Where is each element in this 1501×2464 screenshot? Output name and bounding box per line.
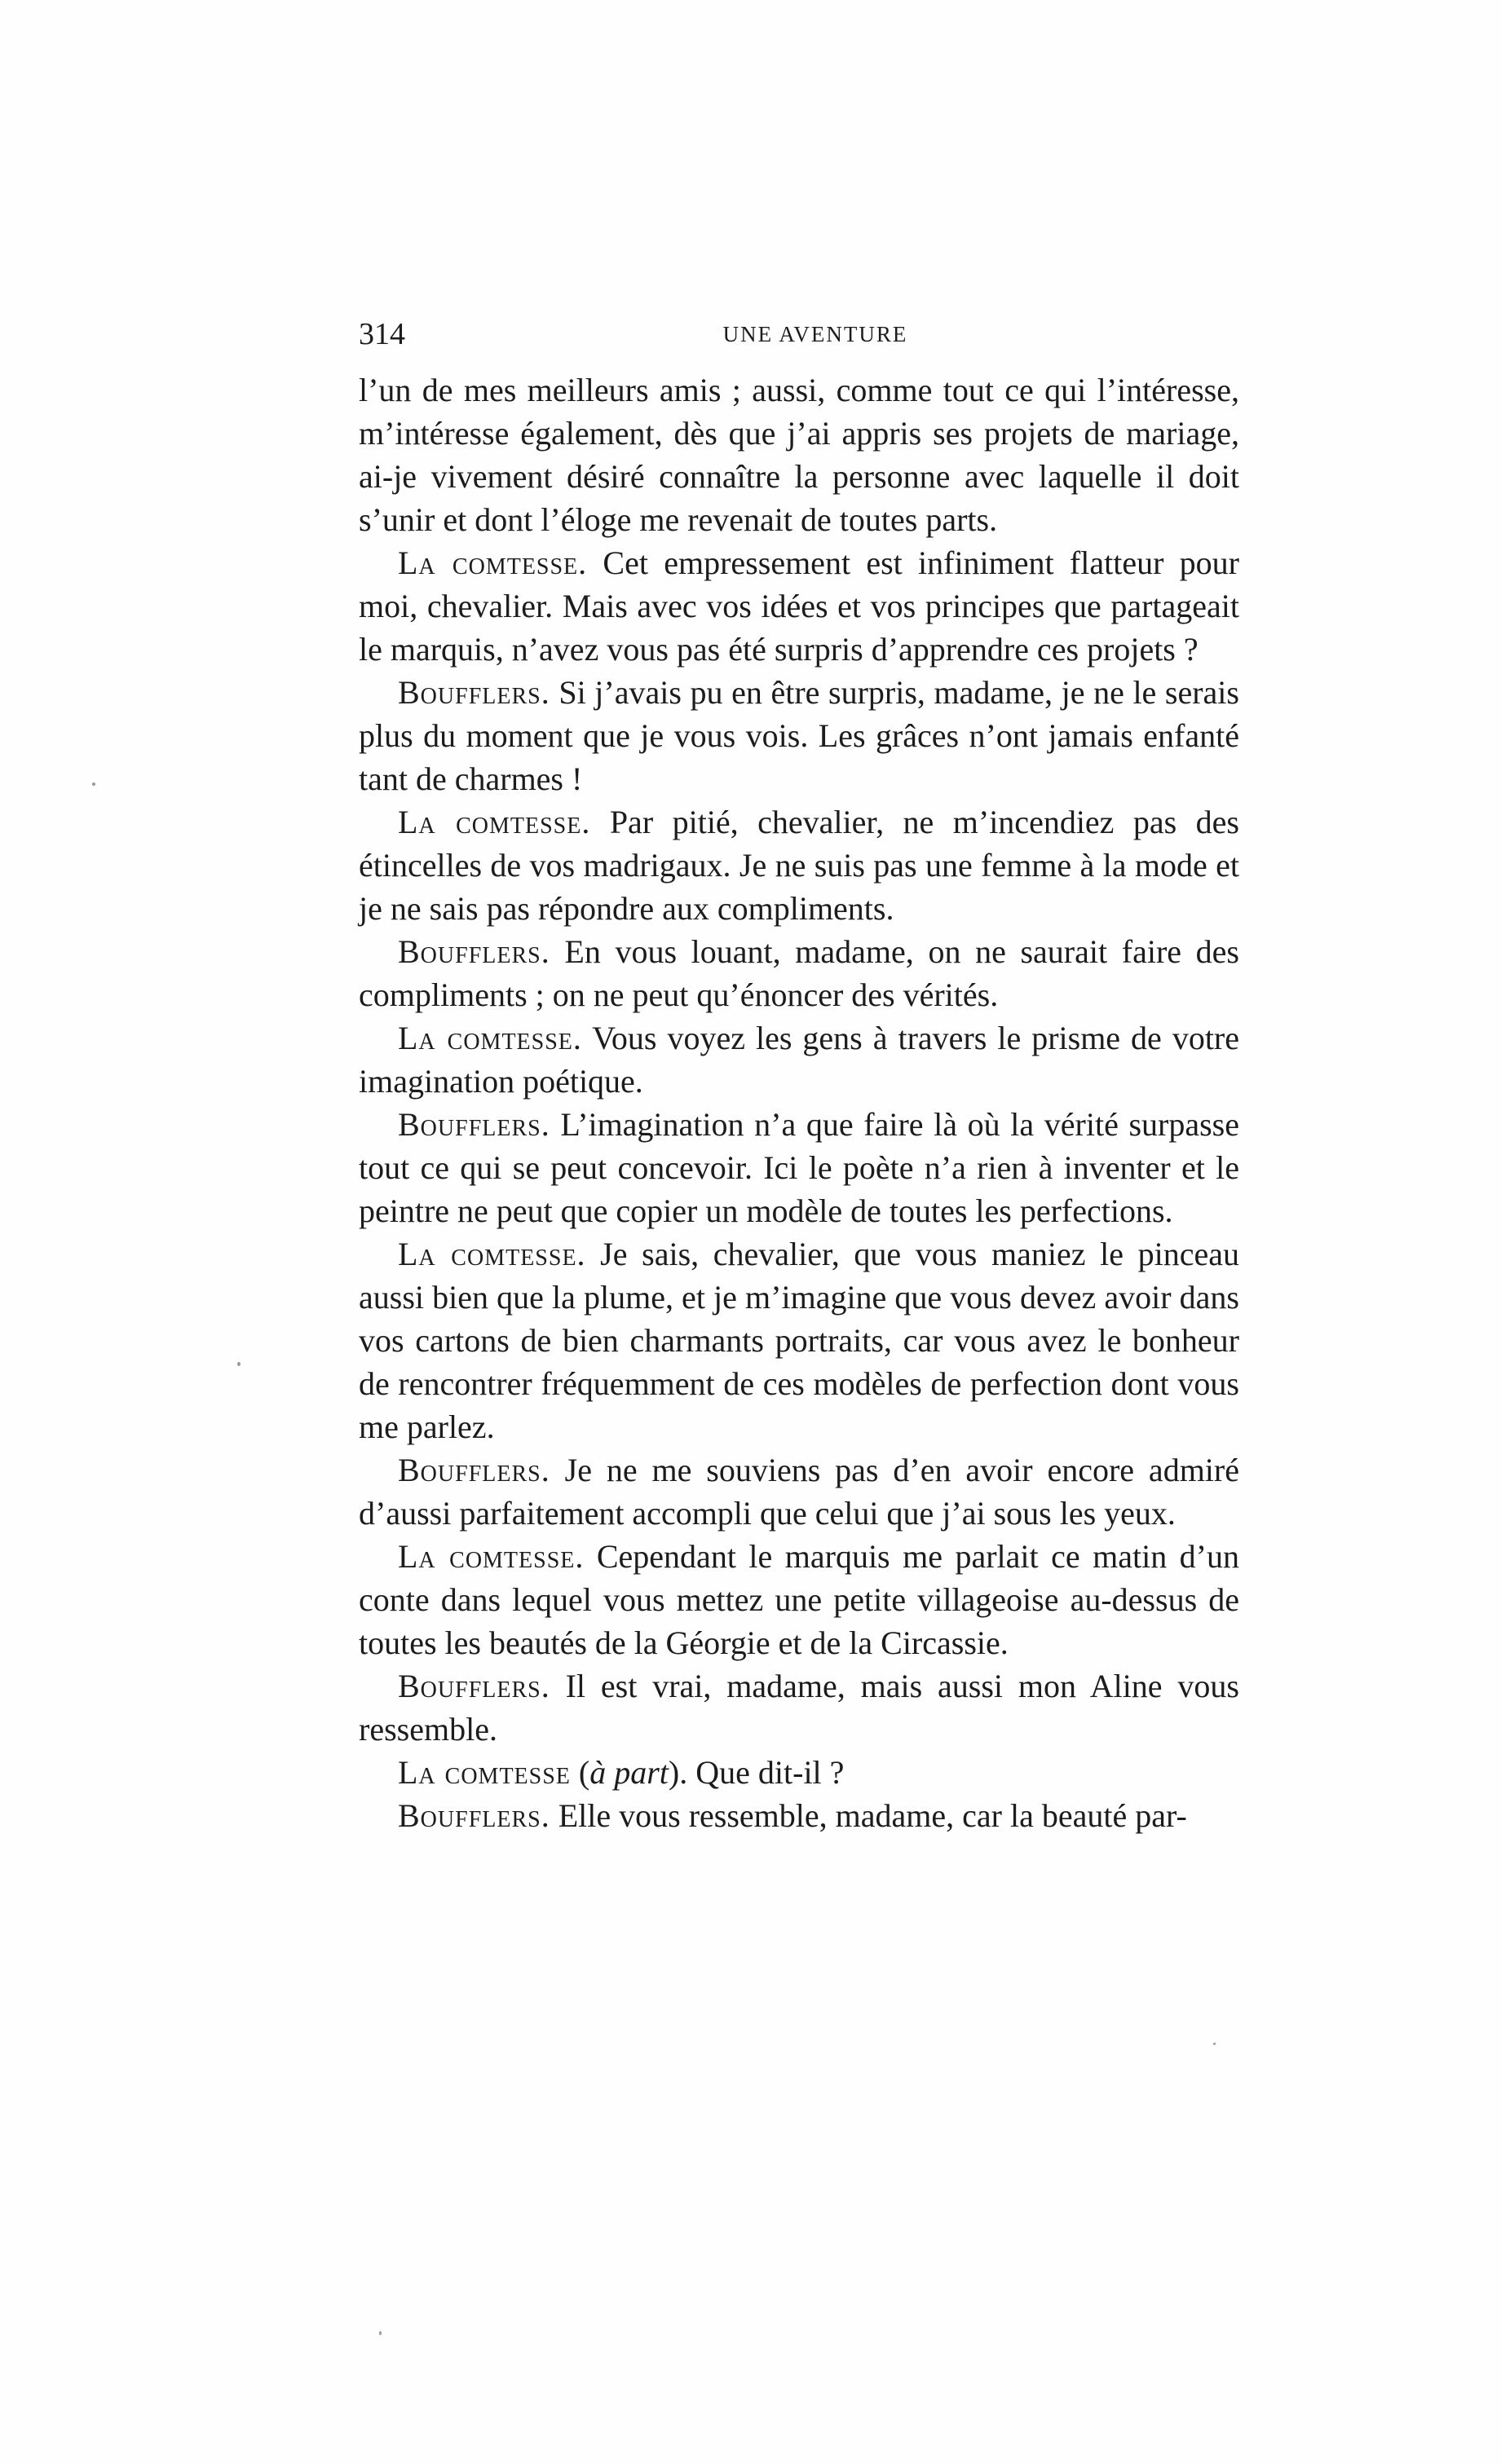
speech-text: Cependant le marquis me parlait ce matin d’un conte dans lequel vous mettez une petite villageoise au-dessus de toutes les beautés de la Géorgie et de la Circassie. [359, 1538, 1239, 1661]
speech-text: Que dit-il ? [687, 1754, 845, 1791]
speaker-name: La comtesse. [398, 544, 588, 581]
speaker-name: Boufflers. [398, 1668, 550, 1704]
stage-direction: à part [589, 1754, 669, 1791]
speech-text: Si j’avais pu en être surpris, madame, je ne le serais plus du moment que je vous vois. Les grâces n’ont jamais enfanté tant de charmes ! [359, 674, 1239, 797]
speech-text: Je ne me souviens pas d’en avoir encore admiré d’aussi parfaitement accompli que celui que j’ai sous les yeux. [359, 1452, 1239, 1532]
speech-boufflers-1 [359, 671, 1239, 800]
speech-text: Cet empressement est infiniment flatteur pour moi, chevalier. Mais avec vos idées et vos principes que partageait le marquis, n’avez vous pas été surpris d’apprendre ces projets ? [359, 544, 1239, 668]
opening-paragraph: l’un de mes meilleurs amis ; aussi, comme tout ce qui l’intéresse, m’intéresse également, dès que j’ai appris ses projets de mariage, ai-je vivement désiré connaître la personne avec laquelle il doit s’unir et dont l’éloge me revenait de toutes parts. [359, 372, 1239, 538]
speech-text: L’imagination n’a que faire là où la vérité surpasse tout ce qui se peut concevoir. Ici le poète n’a rien à inventer et le peintre ne peut que copier un modèle de toutes les perfections. [359, 1106, 1239, 1229]
speech-comtesse-3 [359, 1016, 1239, 1103]
speech-comtesse-1 [359, 541, 1239, 671]
speaker-name: La comtesse. [398, 1538, 585, 1575]
speech-text: Il est vrai, madame, mais aussi mon Aline vous ressemble. [359, 1668, 1239, 1748]
speech-boufflers-6 [359, 1794, 1239, 1837]
text-block [359, 368, 1239, 1837]
speaker-name: La comtesse [398, 1754, 571, 1791]
speech-text: Vous voyez les gens à travers le prisme de votre imagination poétique. [359, 1020, 1239, 1100]
running-head [359, 310, 1239, 359]
paper-speck [1213, 2043, 1216, 2045]
speaker-name: La comtesse. [398, 1236, 586, 1272]
speaker-name: Boufflers. [398, 1452, 550, 1488]
paper-speck [237, 1362, 241, 1366]
speech-text: Par pitié, chevalier, ne m’incendiez pas des étincelles de vos madrigaux. Je ne suis pas une femme à la mode et je ne sais pas répondre aux compliments. [359, 804, 1239, 927]
speech-text: Elle vous ressemble, madame, car la beauté par- [550, 1797, 1187, 1834]
speaker-name: La comtesse. [398, 1020, 582, 1056]
speech-comtesse-5 [359, 1535, 1239, 1664]
paper-speck [379, 2331, 382, 2335]
speech-text: En vous louant, madame, on ne saurait faire des compliments ; on ne peut qu’énoncer des vérités. [359, 933, 1239, 1013]
speaker-name: Boufflers. [398, 674, 550, 711]
speech-comtesse-4 [359, 1232, 1239, 1448]
speaker-name: Boufflers. [398, 933, 550, 970]
running-title: UNE AVENTURE [722, 322, 908, 346]
speech-boufflers-3 [359, 1103, 1239, 1232]
speech-boufflers-5 [359, 1664, 1239, 1751]
speech-boufflers-2 [359, 930, 1239, 1016]
speaker-name: La comtesse. [398, 804, 591, 840]
speaker-name: Boufflers. [398, 1106, 550, 1143]
speech-text: Je sais, chevalier, que vous maniez le pinceau aussi bien que la plume, et je m’imagine que vous devez avoir dans vos cartons de bien charmants portraits, car vous avez le bonheur de rencontrer fréquemment de ces modèles de perfection dont vous me parlez. [359, 1236, 1239, 1445]
speaker-name: Boufflers. [398, 1797, 550, 1834]
paper-speck [92, 782, 95, 786]
speech-comtesse-2 [359, 800, 1239, 930]
speech-comtesse-6: La comtesse (à part). Que dit-il ? [398, 1754, 845, 1791]
speech-boufflers-4 [359, 1448, 1239, 1535]
page-number: 314 [359, 317, 405, 351]
